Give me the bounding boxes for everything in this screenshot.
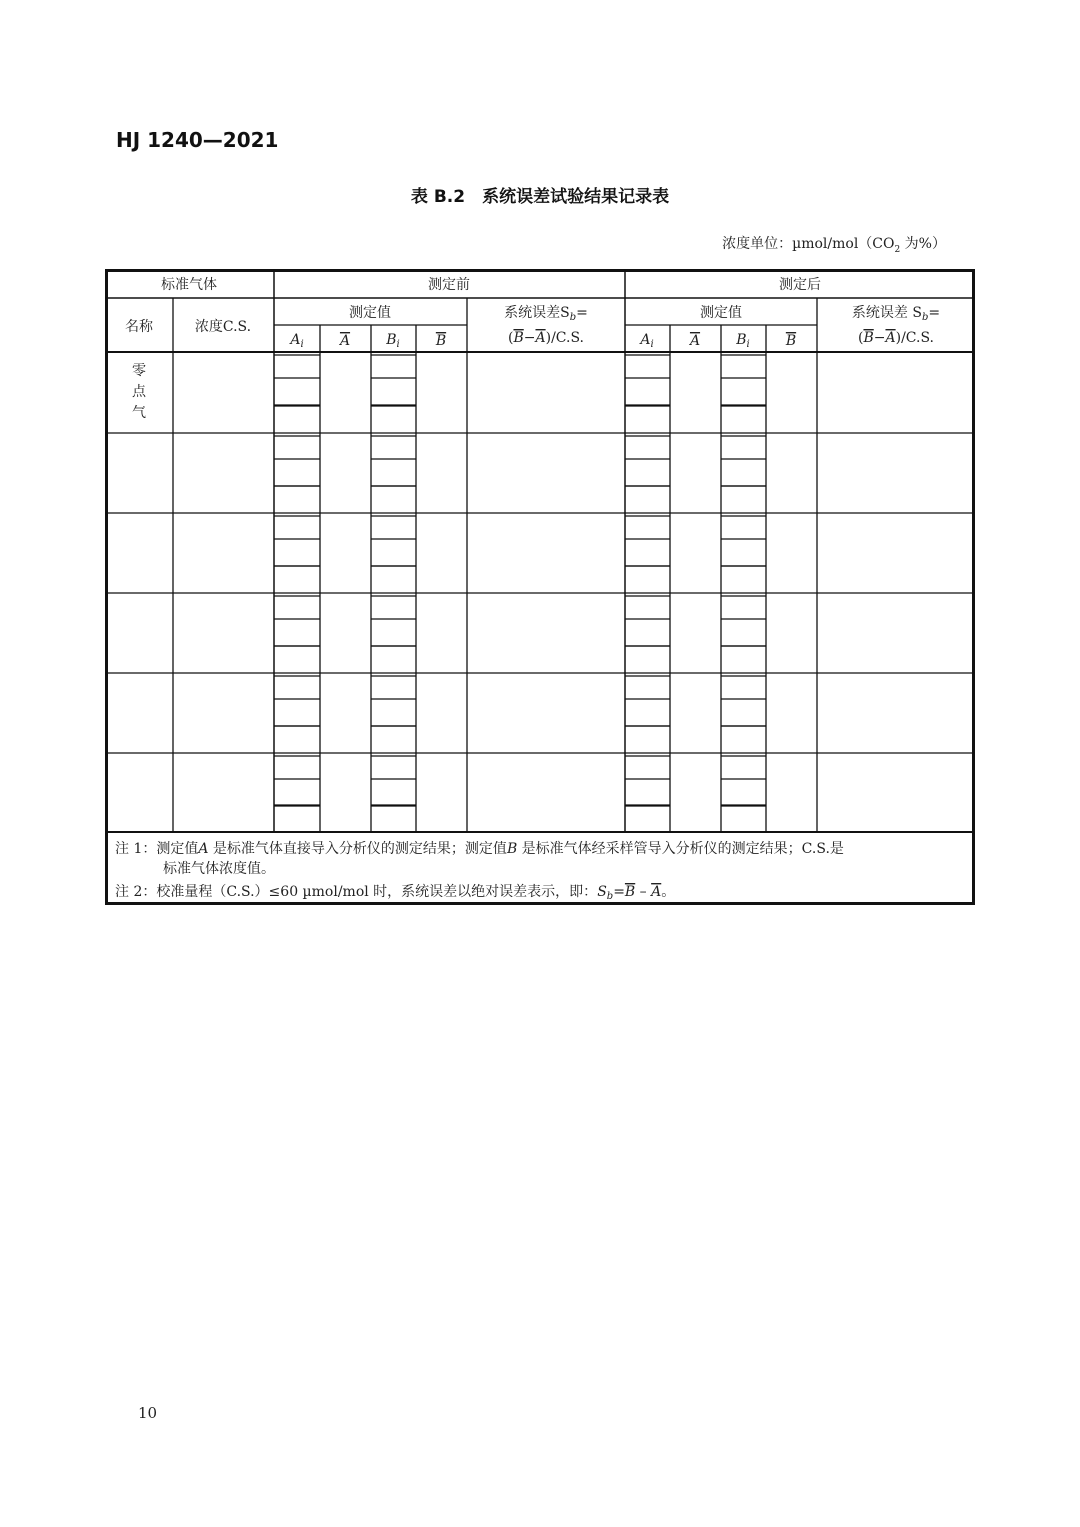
standard-code: HJ 1240—2021 xyxy=(116,128,279,152)
formula-before-tail: )/C.S. xyxy=(545,330,585,346)
header-name: 名称 xyxy=(125,319,153,335)
formula-after: (B−A)/C.S. xyxy=(857,330,935,346)
formula-before-A: A xyxy=(535,330,546,346)
note-2: 注 2：校准量程（C.S.）≤60 µmol/mol 时，系统误差以绝对误差表示，即：$S_b=B - A$。 xyxy=(115,884,676,902)
sys-err-before-sub: b xyxy=(569,312,577,323)
zero-gas-char-3: 气 xyxy=(132,405,146,421)
header-concentration: 浓度C.S. xyxy=(194,319,252,335)
formula-before: (B−A)/C.S. xyxy=(507,330,585,346)
note-1-line-2: 标准气体浓度值。 xyxy=(163,861,275,877)
col-Ai-before: $A_i$ xyxy=(290,332,304,350)
sys-err-before-label: 系统误差S xyxy=(504,305,570,321)
unit-sub: 2 xyxy=(894,244,901,255)
col-Bi-before: $B_i$ xyxy=(386,332,400,350)
unit-suffix: 为%） xyxy=(900,236,946,252)
header-before: 测定前 xyxy=(428,277,470,293)
header-measured-after: 测定值 xyxy=(700,305,742,321)
formula-after-tail: )/C.S. xyxy=(895,330,935,346)
col-Ai-after: $A_i$ xyxy=(640,332,654,350)
unit-note xyxy=(722,233,946,255)
sys-err-after-label: 系统误差 S xyxy=(851,305,922,321)
zero-gas-char-1: 零 xyxy=(132,363,146,379)
zero-gas-char-2: 点 xyxy=(132,384,146,400)
header-after: 测定后 xyxy=(779,277,821,293)
sys-err-after-sub: b xyxy=(921,312,929,323)
page-number: 10 xyxy=(138,1404,158,1422)
table-svg xyxy=(105,269,975,905)
header-sys-error-after xyxy=(852,305,940,323)
table-border xyxy=(107,271,974,904)
sys-err-after-eq: = xyxy=(928,305,941,321)
sys-err-before-eq: = xyxy=(576,305,588,321)
header-standard-gas: 标准气体 xyxy=(161,277,217,293)
formula-after-B: B xyxy=(863,330,874,346)
col-Bi-after: $B_i$ xyxy=(736,332,750,350)
col-Abar-before: A xyxy=(339,333,351,349)
result-table xyxy=(105,269,975,905)
table-caption: 表 B.2 系统误差试验结果记录表 xyxy=(410,187,670,207)
col-Bbar-before: B xyxy=(435,333,447,349)
header-measured-before: 测定值 xyxy=(349,305,391,321)
formula-before-B: B xyxy=(513,330,524,346)
col-Abar-after: A xyxy=(689,333,701,349)
col-Bbar-after: B xyxy=(785,333,797,349)
unit-prefix: 浓度单位：µmol/mol（CO xyxy=(722,236,895,252)
formula-after-A: A xyxy=(885,330,896,346)
note-1-line-1: 注 1：测定值A 是标准气体直接导入分析仪的测定结果；测定值B 是标准气体经采样管导入分析仪的测定结果；C.S.是 xyxy=(115,841,844,857)
header-sys-error-before xyxy=(504,305,588,323)
